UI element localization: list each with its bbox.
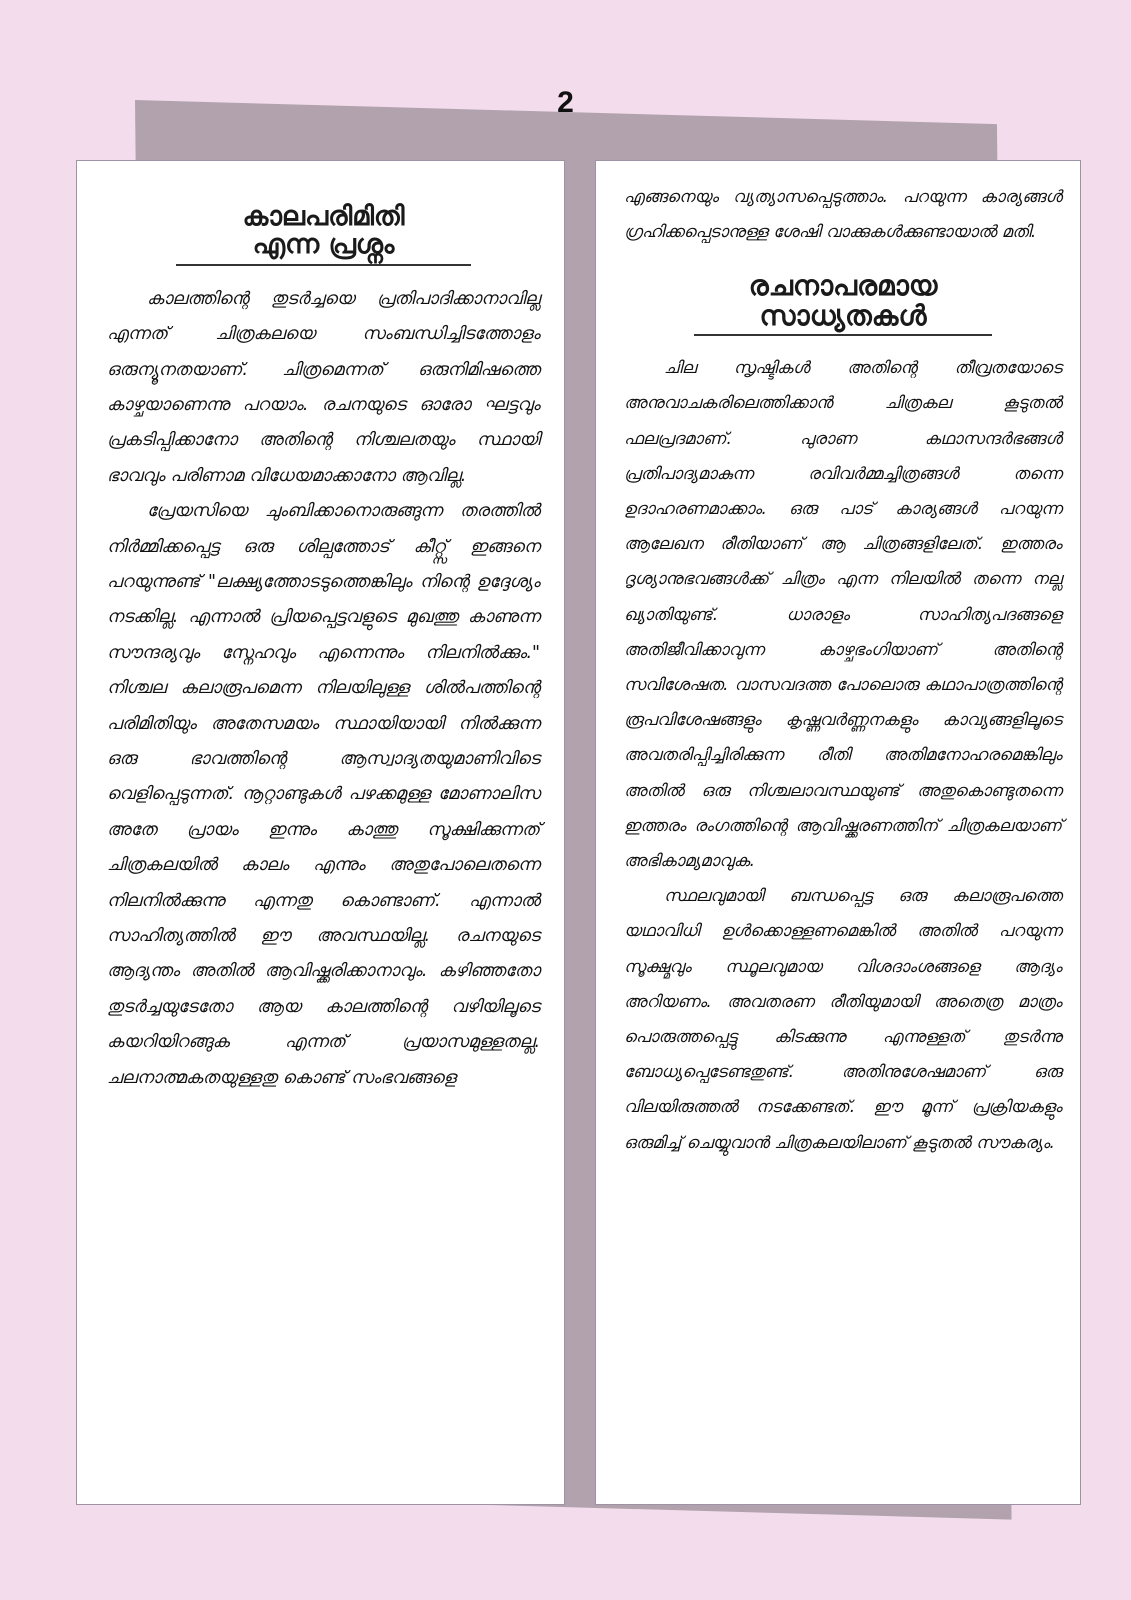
page-number: 2 (557, 86, 574, 119)
right-heading (624, 271, 1062, 336)
left-heading-line-2: എന്ന പ്രശ്നം (252, 229, 395, 261)
left-heading-line-1: കാലപരിമിതി (242, 201, 405, 232)
right-heading-line-1: രചനാപരമായ (748, 269, 938, 303)
right-intro-paragraph: എങ്ങനെയും വ്യത്യാസപ്പെടുത്താം. പറയുന്ന കാര്യങ്ങൾ ഗ്രഹിക്കപ്പെടാനുള്ള ശേഷി വാക്കുകൾക്കുണ്ടായാൽ മതി. (624, 187, 1062, 242)
left-heading (107, 203, 540, 266)
left-heading-underline (176, 264, 470, 266)
right-paragraph-2: സ്ഥലവുമായി ബന്ധപ്പെട്ട ഒരു കലാരൂപത്തെ യഥാവിധി ഉൾക്കൊള്ളണമെങ്കിൽ അതിൽ പറയുന്ന സൂക്ഷ്മവും സ്ഥൂലവുമായ വിശദാംശങ്ങളെ ആദ്യം അറിയണം. അവതരണ രീതിയുമായി അതെത്ര മാത്രം പൊരുത്തപ്പെട്ടു കിടക്കുന്നു എന്നുള്ളത് തുടർന്നു ബോധ്യപ്പെടേണ്ടതുണ്ട്. അതിനുശേഷമാണ് ഒരു വിലയിരുത്തൽ നടക്കേണ്ടത്. ഈ മൂന്ന് പ്രക്രിയകളും ഒരുമിച്ച് ചെയ്യുവാൻ ചിത്രകലയിലാണ് കൂടുതൽ സൗകര്യം. (624, 886, 1062, 1152)
right-column (595, 160, 1081, 1505)
left-paragraph-2: പ്രേയസിയെ ചുംബിക്കാനൊരുങ്ങുന്ന തരത്തിൽ നിർമ്മിക്കപ്പെട്ട ഒരു ശില്പത്തോട് കീറ്റ്സ് ഇങ്ങനെ പറയുന്നുണ്ട് "ലക്ഷ്യത്തോടടുത്തെങ്കിലും നിന്റെ ഉദ്ദേശ്യം നടക്കില്ല. എന്നാൽ പ്രിയപ്പെട്ടവളുടെ മുഖത്തു കാണുന്ന സൗന്ദര്യവും സ്നേഹവും എന്നെന്നും നിലനിൽക്കും." നിശ്ചല കലാരൂപമെന്ന നിലയിലുള്ള ശിൽപത്തിന്റെ പരിമിതിയും അതേസമയം സ്ഥായിയായി നിൽക്കുന്ന ഒരു ഭാവത്തിന്റെ ആസ്വാദ്യതയുമാണിവിടെ വെളിപ്പെടുന്നത്. നൂറ്റാണ്ടുകൾ പഴക്കമുള്ള മോണാലിസ അതേ പ്രായം ഇന്നും കാത്തു സൂക്ഷിക്കുന്നത് ചിത്രകലയിൽ കാലം എന്നും അതുപോലെതന്നെ നിലനിൽക്കുന്നു എന്നതു കൊണ്ടാണ്. എന്നാൽ സാഹിത്യത്തിൽ ഈ അവസ്ഥയില്ല. രചനയുടെ ആദ്യന്തം അതിൽ ആവിഷ്ക്കരിക്കാനാവും. കഴിഞ്ഞതോ തുടർച്ചയുടേതോ ആയ കാലത്തിന്റെ വഴിയിലൂടെ കയറിയിറങ്ങുക എന്നത് പ്രയാസമുള്ളതല്ല. ചലനാത്മകതയുള്ളതു കൊണ്ട് സംഭവങ്ങളെ (107, 501, 540, 1088)
left-paragraph-1: കാലത്തിന്റെ തുടർച്ചയെ പ്രതിപാദിക്കാനാവില്ല എന്നത് ചിത്രകലയെ സംബന്ധിച്ചിടത്തോളം ഒരുന്യൂനതയാണ്. ചിത്രമെന്നത് ഒരുനിമിഷത്തെ കാഴ്ചയാണെന്നു പറയാം. രചനയുടെ ഓരോ ഘട്ടവും പ്രകടിപ്പിക്കാനോ അതിന്റെ നിശ്ചലതയും സ്ഥായി ഭാവവും പരിണാമ വിധേയമാക്കാനോ ആവില്ല. (107, 288, 540, 486)
left-column (76, 160, 565, 1505)
right-paragraph-1: ചില സൃഷ്ടികൾ അതിന്റെ തീവ്രതയോടെ അനുവാചകരിലെത്തിക്കാൻ ചിത്രകല കൂടുതൽ ഫലപ്രദമാണ്. പുരാണ കഥാസന്ദർഭങ്ങൾ പ്രതിപാദ്യമാകുന്ന രവിവർമ്മച്ചിത്രങ്ങൾ തന്നെ ഉദാഹരണമാക്കാം. ഒരു പാട് കാര്യങ്ങൾ പറയുന്ന ആലേഖന രീതിയാണ് ആ ചിത്രങ്ങളിലേത്. ഇത്തരം ദൃശ്യാനുഭവങ്ങൾക്ക് ചിത്രം എന്ന നിലയിൽ തന്നെ നല്ല ഖ്യാതിയുണ്ട്. ധാരാളം സാഹിത്യപദങ്ങളെ അതിജീവിക്കാവുന്ന കാഴ്ചഭംഗിയാണ് അതിന്റെ സവിശേഷത. വാസവദത്ത പോലൊരു കഥാപാത്രത്തിന്റെ രൂപവിശേഷങ്ങളും കൃഷ്ണവർണ്ണനകളും കാവ്യങ്ങളിലൂടെ അവതരിപ്പിച്ചിരിക്കുന്ന രീതി അതിമനോഹരമെങ്കിലും അതിൽ ഒരു നിശ്ചലാവസ്ഥയുണ്ട് അതുകൊണ്ടുതന്നെ ഇത്തരം രംഗത്തിന്റെ ആവിഷ്ക്കരണത്തിന് ചിത്രകലയാണ് അഭികാമ്യമാവുക. (624, 358, 1062, 871)
right-heading-underline (694, 334, 992, 336)
right-heading-line-2: സാധ്യതകൾ (759, 298, 927, 332)
